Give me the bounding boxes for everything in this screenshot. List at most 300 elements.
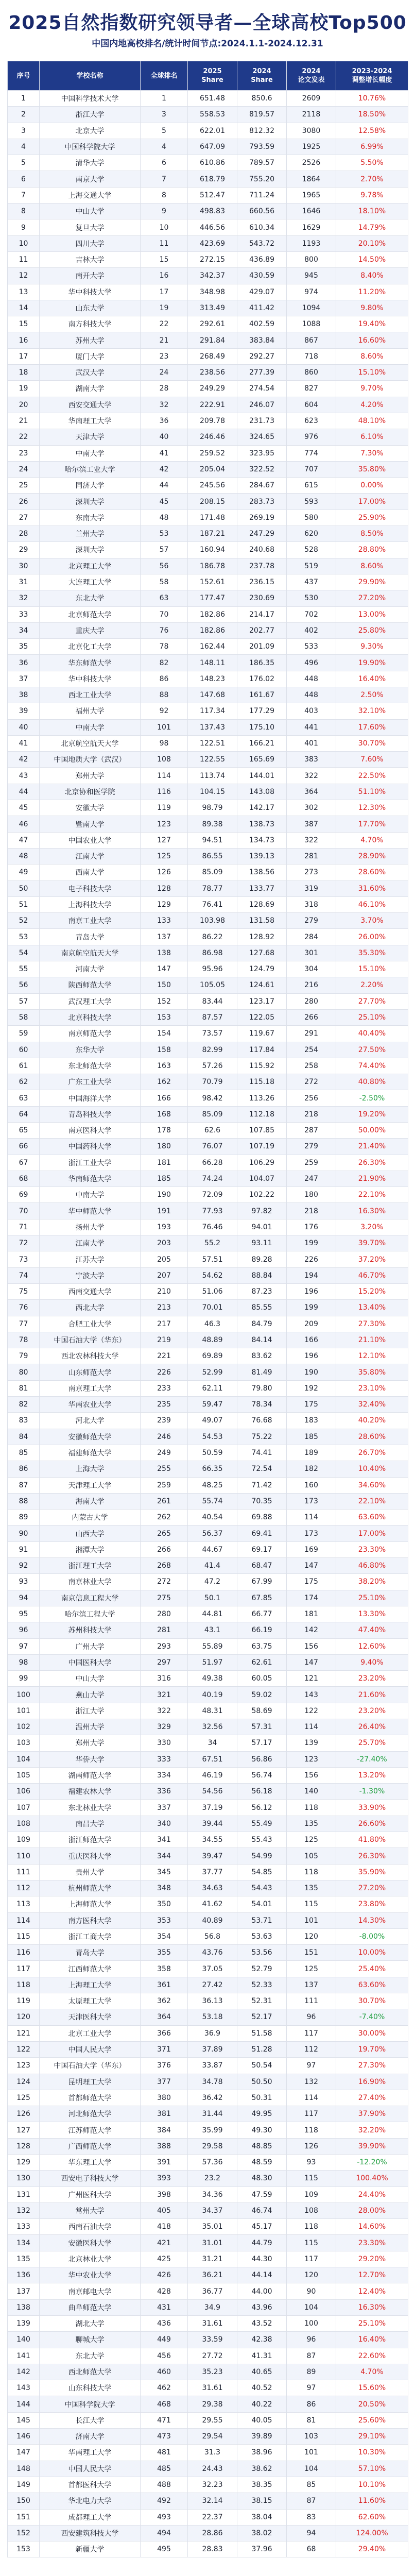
school-name-cell: 华北电力大学 <box>40 2493 141 2509</box>
school-name-cell: 南京信息工程大学 <box>40 1590 141 1606</box>
global-rank-cell: 193 <box>141 1219 188 1235</box>
rank-cell: 120 <box>8 2009 40 2025</box>
table-row <box>8 671 408 687</box>
school-name-cell: 西北工业大学 <box>40 687 141 703</box>
global-rank-cell: 345 <box>141 1864 188 1880</box>
share-2025-cell: 57.26 <box>188 1058 237 1074</box>
papers-cell: 104 <box>287 2299 336 2315</box>
global-rank-cell: 190 <box>141 1187 188 1203</box>
table-row <box>8 2171 408 2187</box>
school-name-cell: 重庆医科大学 <box>40 1848 141 1864</box>
table-row <box>8 1477 408 1493</box>
papers-cell: 623 <box>287 413 336 429</box>
rank-cell: 77 <box>8 1316 40 1332</box>
rank-cell: 3 <box>8 123 40 139</box>
rank-cell: 46 <box>8 816 40 832</box>
share-2024-cell: 134.73 <box>237 832 287 848</box>
table-row <box>8 1622 408 1638</box>
global-rank-cell: 361 <box>141 1977 188 1993</box>
table-row <box>8 2187 408 2202</box>
share-2025-cell: 31.01 <box>188 2235 237 2251</box>
school-name-cell: 燕山大学 <box>40 1687 141 1703</box>
share-2024-cell: 240.68 <box>237 542 287 558</box>
rank-cell: 150 <box>8 2493 40 2509</box>
school-name-cell: 昆明理工大学 <box>40 2074 141 2090</box>
global-rank-cell: 207 <box>141 1267 188 1283</box>
papers-cell: 123 <box>287 1751 336 1767</box>
rank-cell: 99 <box>8 1671 40 1687</box>
papers-cell: 196 <box>287 1283 336 1299</box>
school-name-cell: 同济大学 <box>40 478 141 494</box>
global-rank-cell: 180 <box>141 1139 188 1155</box>
growth-cell: 62.60% <box>336 2509 408 2525</box>
rank-cell: 107 <box>8 1800 40 1816</box>
school-name-cell: 西北农林科技大学 <box>40 1348 141 1364</box>
global-rank-cell: 92 <box>141 703 188 719</box>
share-2025-cell: 35.23 <box>188 2364 237 2380</box>
rank-cell: 88 <box>8 1493 40 1509</box>
papers-cell: 151 <box>287 1945 336 1961</box>
school-name-cell: 郑州大学 <box>40 1735 141 1751</box>
share-2024-cell: 711.24 <box>237 187 287 203</box>
global-rank-cell: 152 <box>141 993 188 1009</box>
rank-cell: 8 <box>8 204 40 219</box>
global-rank-cell: 456 <box>141 2348 188 2364</box>
school-name-cell: 中山大学 <box>40 1671 141 1687</box>
papers-cell: 519 <box>287 558 336 574</box>
growth-cell: 28.80% <box>336 542 408 558</box>
growth-cell: 17.60% <box>336 719 408 735</box>
table-row <box>8 1606 408 1622</box>
growth-cell: 50.00% <box>336 1123 408 1139</box>
share-2025-cell: 41.4 <box>188 1558 237 1574</box>
rank-cell: 62 <box>8 1074 40 1090</box>
share-2025-cell: 182.86 <box>188 606 237 622</box>
rank-cell: 60 <box>8 1042 40 1058</box>
papers-cell: 68 <box>287 2541 336 2557</box>
table-row <box>8 2251 408 2267</box>
global-rank-cell: 203 <box>141 1235 188 1251</box>
papers-cell: 199 <box>287 1300 336 1316</box>
school-name-cell: 天津理工大学 <box>40 1477 141 1493</box>
papers-cell: 279 <box>287 1139 336 1155</box>
growth-cell: 27.30% <box>336 1316 408 1332</box>
school-name-cell: 江苏师范大学 <box>40 2122 141 2138</box>
global-rank-cell: 316 <box>141 1671 188 1687</box>
papers-cell: 117 <box>287 2025 336 2041</box>
school-name-cell: 宁波大学 <box>40 1267 141 1283</box>
school-name-cell: 广西师范大学 <box>40 2138 141 2154</box>
growth-cell: 9.80% <box>336 300 408 316</box>
rank-cell: 45 <box>8 800 40 816</box>
table-row <box>8 445 408 461</box>
growth-cell: 41.80% <box>336 1832 408 1848</box>
global-rank-cell: 219 <box>141 1332 188 1348</box>
school-name-cell: 华侨大学 <box>40 1751 141 1767</box>
table-row <box>8 639 408 655</box>
share-2025-cell: 32.56 <box>188 1719 237 1735</box>
papers-cell: 160 <box>287 1477 336 1493</box>
share-2024-cell: 66.77 <box>237 1606 287 1622</box>
share-2025-cell: 117.34 <box>188 703 237 719</box>
school-name-cell: 深圳大学 <box>40 542 141 558</box>
table-row <box>8 91 408 107</box>
share-2025-cell: 238.56 <box>188 365 237 381</box>
school-name-cell: 兰州大学 <box>40 526 141 542</box>
papers-cell: 2526 <box>287 155 336 171</box>
table-row <box>8 1461 408 1477</box>
share-2024-cell: 40.05 <box>237 2412 287 2428</box>
global-rank-cell: 78 <box>141 639 188 655</box>
share-2025-cell: 610.86 <box>188 155 237 171</box>
table-row <box>8 2493 408 2509</box>
share-2024-cell: 819.57 <box>237 107 287 123</box>
school-name-cell: 西南石油大学 <box>40 2219 141 2235</box>
growth-cell: 39.70% <box>336 1235 408 1251</box>
rank-cell: 97 <box>8 1638 40 1654</box>
ranking-table <box>7 61 408 2557</box>
share-2024-cell: 186.35 <box>237 655 287 671</box>
papers-cell: 122 <box>287 1703 336 1719</box>
global-rank-cell: 418 <box>141 2219 188 2235</box>
growth-cell: 47.40% <box>336 1622 408 1638</box>
table-row <box>8 558 408 574</box>
share-2025-cell: 83.44 <box>188 993 237 1009</box>
share-2024-cell: 123.17 <box>237 993 287 1009</box>
rank-cell: 113 <box>8 1896 40 1912</box>
share-2024-cell: 37.96 <box>237 2541 287 2557</box>
rank-cell: 17 <box>8 348 40 364</box>
global-rank-cell: 492 <box>141 2493 188 2509</box>
share-2024-cell: 139.13 <box>237 848 287 864</box>
table-row <box>8 461 408 477</box>
rank-cell: 53 <box>8 929 40 945</box>
global-rank-cell: 45 <box>141 494 188 510</box>
rank-cell: 56 <box>8 977 40 993</box>
share-2025-cell: 147.68 <box>188 687 237 703</box>
table-row <box>8 510 408 526</box>
global-rank-cell: 488 <box>141 2477 188 2493</box>
school-name-cell: 华中农业大学 <box>40 2267 141 2283</box>
share-2024-cell: 87.23 <box>237 1283 287 1299</box>
papers-cell: 108 <box>287 2202 336 2218</box>
rank-cell: 23 <box>8 445 40 461</box>
global-rank-cell: 333 <box>141 1751 188 1767</box>
title-banner <box>0 0 415 62</box>
papers-cell: 1646 <box>287 204 336 219</box>
papers-cell: 140 <box>287 1784 336 1800</box>
papers-cell: 120 <box>287 1928 336 1944</box>
growth-cell: 9.40% <box>336 1654 408 1670</box>
table-row <box>8 590 408 606</box>
global-rank-cell: 255 <box>141 1461 188 1477</box>
rank-cell: 85 <box>8 1445 40 1461</box>
rank-cell: 14 <box>8 300 40 316</box>
papers-cell: 254 <box>287 1042 336 1058</box>
share-2025-cell: 622.01 <box>188 123 237 139</box>
school-name-cell: 南昌大学 <box>40 1816 141 1832</box>
rank-cell: 58 <box>8 1009 40 1025</box>
growth-cell: 26.60% <box>336 1816 408 1832</box>
global-rank-cell: 126 <box>141 865 188 880</box>
global-rank-cell: 23 <box>141 348 188 364</box>
rank-cell: 67 <box>8 1155 40 1171</box>
papers-cell: 114 <box>287 1719 336 1735</box>
rank-cell: 70 <box>8 1203 40 1219</box>
table-row <box>8 2541 408 2557</box>
share-2024-cell: 46.74 <box>237 2202 287 2218</box>
school-name-cell: 扬州大学 <box>40 1219 141 1235</box>
papers-cell: 125 <box>287 1961 336 1977</box>
papers-cell: 322 <box>287 832 336 848</box>
papers-cell: 718 <box>287 348 336 364</box>
share-2024-cell: 43.96 <box>237 2299 287 2315</box>
papers-cell: 143 <box>287 1687 336 1703</box>
papers-cell: 118 <box>287 1864 336 1880</box>
share-2025-cell: 187.21 <box>188 526 237 542</box>
global-rank-cell: 154 <box>141 1026 188 1042</box>
growth-cell: 39.90% <box>336 2138 408 2154</box>
papers-cell: 114 <box>287 2090 336 2106</box>
growth-cell: 11.20% <box>336 284 408 300</box>
rank-cell: 35 <box>8 639 40 655</box>
share-2024-cell: 112.18 <box>237 1106 287 1122</box>
growth-cell: 14.60% <box>336 2219 408 2235</box>
school-name-cell: 南京航空航天大学 <box>40 945 141 961</box>
growth-cell: 11.60% <box>336 2493 408 2509</box>
global-rank-cell: 268 <box>141 1558 188 1574</box>
papers-cell: 135 <box>287 1880 336 1896</box>
share-2024-cell: 42.38 <box>237 2332 287 2348</box>
global-rank-cell: 178 <box>141 1123 188 1139</box>
global-rank-cell: 16 <box>141 268 188 284</box>
table-row <box>8 2509 408 2525</box>
global-rank-cell: 272 <box>141 1574 188 1590</box>
rank-cell: 109 <box>8 1832 40 1848</box>
growth-cell: 32.20% <box>336 2122 408 2138</box>
share-2024-cell: 55.43 <box>237 1832 287 1848</box>
rank-cell: 144 <box>8 2396 40 2412</box>
table-row <box>8 961 408 977</box>
share-2024-cell: 38.35 <box>237 2477 287 2493</box>
share-2024-cell: 41.31 <box>237 2348 287 2364</box>
growth-cell: 124.00% <box>336 2525 408 2541</box>
growth-cell: 16.40% <box>336 2332 408 2348</box>
global-rank-cell: 249 <box>141 1445 188 1461</box>
share-2025-cell: 50.1 <box>188 1590 237 1606</box>
papers-cell: 867 <box>287 332 336 348</box>
rank-cell: 5 <box>8 155 40 171</box>
share-2025-cell: 651.48 <box>188 91 237 107</box>
global-rank-cell: 119 <box>141 800 188 816</box>
share-2024-cell: 78.34 <box>237 1397 287 1413</box>
table-row <box>8 2380 408 2396</box>
growth-cell: 31.60% <box>336 880 408 896</box>
growth-cell: -7.40% <box>336 2009 408 2025</box>
school-name-cell: 北京化工大学 <box>40 639 141 655</box>
table-row <box>8 204 408 219</box>
share-2024-cell: 38.02 <box>237 2525 287 2541</box>
global-rank-cell: 8 <box>141 187 188 203</box>
school-name-cell: 济南大学 <box>40 2429 141 2445</box>
growth-cell: 22.60% <box>336 2348 408 2364</box>
school-name-cell: 首都医科大学 <box>40 2477 141 2493</box>
table-row <box>8 2155 408 2171</box>
school-name-cell: 上海师范大学 <box>40 1896 141 1912</box>
share-2024-cell: 56.18 <box>237 1784 287 1800</box>
global-rank-cell: 233 <box>141 1380 188 1396</box>
share-2024-cell: 165.69 <box>237 752 287 768</box>
table-row <box>8 1541 408 1557</box>
rank-cell: 27 <box>8 510 40 526</box>
table-row <box>8 2106 408 2122</box>
share-2025-cell: 87.57 <box>188 1009 237 1025</box>
table-row <box>8 268 408 284</box>
papers-cell: 147 <box>287 1654 336 1670</box>
papers-cell: 247 <box>287 1171 336 1187</box>
papers-cell: 2118 <box>287 107 336 123</box>
share-2024-cell: 322.52 <box>237 461 287 477</box>
rank-cell: 32 <box>8 590 40 606</box>
share-2025-cell: 74.24 <box>188 1171 237 1187</box>
school-name-cell: 中国人民大学 <box>40 2041 141 2057</box>
school-name-cell: 浙江工商大学 <box>40 1928 141 1944</box>
rank-cell: 75 <box>8 1283 40 1299</box>
rank-cell: 26 <box>8 494 40 510</box>
share-2025-cell: 34.9 <box>188 2299 237 2315</box>
share-2025-cell: 37.05 <box>188 1961 237 1977</box>
global-rank-cell: 138 <box>141 945 188 961</box>
global-rank-cell: 116 <box>141 784 188 800</box>
global-rank-cell: 334 <box>141 1767 188 1783</box>
share-2025-cell: 54.56 <box>188 1784 237 1800</box>
global-rank-cell: 70 <box>141 606 188 622</box>
rank-cell: 72 <box>8 1235 40 1251</box>
global-rank-cell: 17 <box>141 284 188 300</box>
global-rank-cell: 24 <box>141 365 188 381</box>
global-rank-cell: 388 <box>141 2138 188 2154</box>
share-2025-cell: 94.51 <box>188 832 237 848</box>
global-rank-cell: 330 <box>141 1735 188 1751</box>
global-rank-cell: 460 <box>141 2364 188 2380</box>
share-2025-cell: 50.59 <box>188 1445 237 1461</box>
growth-cell: -2.50% <box>336 1090 408 1106</box>
growth-cell: 12.60% <box>336 1638 408 1654</box>
share-2025-cell: 113.74 <box>188 768 237 784</box>
table-row <box>8 1590 408 1606</box>
papers-cell: 287 <box>287 1123 336 1139</box>
growth-cell: 23.30% <box>336 1541 408 1557</box>
global-rank-cell: 63 <box>141 590 188 606</box>
growth-cell: 40.40% <box>336 1026 408 1042</box>
table-row <box>8 1558 408 1574</box>
school-name-cell: 华南师范大学 <box>40 1171 141 1187</box>
global-rank-cell: 425 <box>141 2251 188 2267</box>
rank-cell: 38 <box>8 687 40 703</box>
share-2024-cell: 50.54 <box>237 2058 287 2074</box>
share-2025-cell: 40.89 <box>188 1912 237 1928</box>
column-header: 全球排名 <box>141 61 188 91</box>
share-2024-cell: 138.73 <box>237 816 287 832</box>
papers-cell: 974 <box>287 284 336 300</box>
school-name-cell: 广东工业大学 <box>40 1074 141 1090</box>
share-2024-cell: 411.42 <box>237 300 287 316</box>
global-rank-cell: 125 <box>141 848 188 864</box>
table-row <box>8 1042 408 1058</box>
rank-cell: 6 <box>8 171 40 187</box>
rank-cell: 128 <box>8 2138 40 2154</box>
school-name-cell: 山东大学 <box>40 300 141 316</box>
share-2025-cell: 36.13 <box>188 1993 237 2009</box>
papers-cell: 194 <box>287 1267 336 1283</box>
growth-cell: 35.80% <box>336 1364 408 1380</box>
rank-cell: 87 <box>8 1477 40 1493</box>
school-name-cell: 中国药科大学 <box>40 1139 141 1155</box>
share-2025-cell: 498.83 <box>188 204 237 219</box>
rank-cell: 93 <box>8 1574 40 1590</box>
share-2024-cell: 48.30 <box>237 2171 287 2187</box>
growth-cell: 27.40% <box>336 2090 408 2106</box>
global-rank-cell: 7 <box>141 171 188 187</box>
table-row <box>8 526 408 542</box>
school-name-cell: 河北大学 <box>40 1413 141 1429</box>
school-name-cell: 成都理工大学 <box>40 2509 141 2525</box>
table-row <box>8 1493 408 1509</box>
growth-cell: 27.70% <box>336 993 408 1009</box>
school-name-cell: 中南大学 <box>40 1187 141 1203</box>
table-row <box>8 300 408 316</box>
papers-cell: 322 <box>287 768 336 784</box>
school-name-cell: 南方医科大学 <box>40 1912 141 1928</box>
school-name-cell: 常州大学 <box>40 2202 141 2218</box>
growth-cell: 25.10% <box>336 1590 408 1606</box>
growth-cell: 10.40% <box>336 1461 408 1477</box>
papers-cell: 1193 <box>287 235 336 251</box>
share-2025-cell: 647.09 <box>188 139 237 155</box>
rank-cell: 129 <box>8 2155 40 2171</box>
growth-cell: 23.10% <box>336 1380 408 1396</box>
growth-cell: 9.70% <box>336 381 408 397</box>
growth-cell: 8.50% <box>336 526 408 542</box>
papers-cell: 118 <box>287 2122 336 2138</box>
rank-cell: 47 <box>8 832 40 848</box>
papers-cell: 126 <box>287 2138 336 2154</box>
growth-cell: 40.80% <box>336 1074 408 1090</box>
share-2024-cell: 67.85 <box>237 1590 287 1606</box>
rank-cell: 7 <box>8 187 40 203</box>
rank-cell: 153 <box>8 2541 40 2557</box>
share-2025-cell: 43.76 <box>188 1945 237 1961</box>
share-2024-cell: 793.59 <box>237 139 287 155</box>
share-2024-cell: 610.34 <box>237 219 287 235</box>
growth-cell: 22.10% <box>336 1187 408 1203</box>
school-name-cell: 西安电子科技大学 <box>40 2171 141 2187</box>
school-name-cell: 青岛科技大学 <box>40 1106 141 1122</box>
growth-cell: 12.70% <box>336 2267 408 2283</box>
global-rank-cell: 153 <box>141 1009 188 1025</box>
papers-cell: 615 <box>287 478 336 494</box>
growth-cell: 4.20% <box>336 397 408 413</box>
growth-cell: 25.80% <box>336 622 408 638</box>
global-rank-cell: 21 <box>141 332 188 348</box>
growth-cell: 26.40% <box>336 1719 408 1735</box>
global-rank-cell: 217 <box>141 1316 188 1332</box>
table-row <box>8 1864 408 1880</box>
rank-cell: 9 <box>8 219 40 235</box>
papers-cell: 166 <box>287 1332 336 1348</box>
rank-cell: 106 <box>8 1784 40 1800</box>
table-row <box>8 1784 408 1800</box>
